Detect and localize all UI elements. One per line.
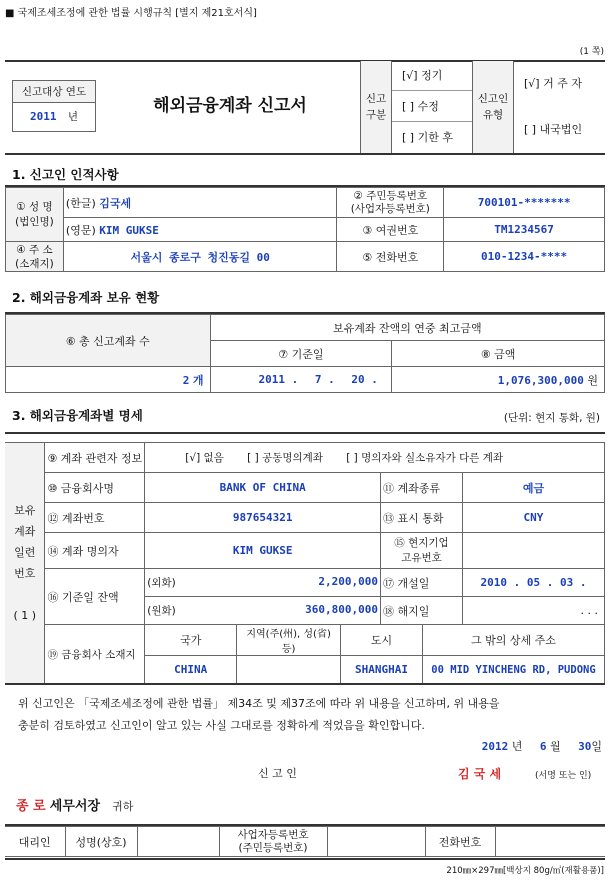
address-label: ④ 주 소 (소재지) bbox=[6, 242, 64, 272]
max-balance-label: 보유계좌 잔액의 연중 최고금액 bbox=[210, 315, 604, 341]
account-number-value[interactable]: 987654321 bbox=[145, 503, 381, 533]
bank-name-value[interactable]: BANK OF CHINA bbox=[145, 473, 381, 503]
target-year-unit: 년 bbox=[67, 111, 78, 123]
account-type-value[interactable]: 예금 bbox=[462, 473, 604, 503]
report-type-label: 신고 구분 bbox=[360, 61, 392, 153]
filer-label: 신 고 인 bbox=[258, 767, 297, 780]
total-accounts-label: ⑥ 총 신고계좌 수 bbox=[6, 315, 211, 367]
section3-title: 3. 해외금융계좌별 명세 bbox=[12, 408, 143, 423]
detail-address-value[interactable]: 00 MID YINCHENG RD, PUDONG bbox=[422, 656, 604, 684]
agent-name-value[interactable] bbox=[137, 827, 219, 857]
target-year-box bbox=[12, 80, 96, 132]
report-type-regular[interactable]: [√] 정기 bbox=[392, 61, 472, 91]
city-value[interactable]: SHANGHAI bbox=[341, 656, 423, 684]
city-label: 도시 bbox=[341, 625, 423, 656]
location-label: ⑲ 금융회사 소재지 bbox=[45, 625, 145, 684]
paper-spec: 210㎜×297㎜[백상지 80g/㎡(재활용품)] bbox=[446, 866, 604, 876]
relation-options bbox=[145, 443, 605, 473]
currency-value[interactable]: CNY bbox=[462, 503, 604, 533]
agent-bizno-label: 사업자등록번호 (주민등록번호) bbox=[219, 827, 327, 857]
holdings-table: ⑥ 총 신고계좌 수 보유계좌 잔액의 연중 최고금액 ⑦ 기준일 ⑧ 금액 2 개 2011 . 7 . 20 . 1,076,300,000 원 bbox=[5, 314, 605, 393]
local-id-label: ⑮ 현지기업 고유번호 bbox=[381, 533, 463, 569]
declaration-date[interactable]: 2012 년 6 월 30일 bbox=[481, 740, 602, 753]
name-label: ① 성 명 (법인명) bbox=[6, 188, 64, 242]
local-id-value[interactable] bbox=[462, 533, 604, 569]
tax-office-name[interactable]: 종 로 bbox=[16, 799, 46, 814]
name-english-value[interactable]: KIM GUKSE bbox=[99, 223, 159, 237]
relation-different-owner[interactable]: [ ] 명의자와 실소유자가 다른 계좌 bbox=[346, 452, 503, 464]
agent-bizno-value[interactable] bbox=[327, 827, 425, 857]
agent-name-label: 성명(상호) bbox=[65, 827, 137, 857]
balance-label: ⑯ 기준일 잔액 bbox=[45, 569, 145, 625]
open-date-label: ⑰ 개설일 bbox=[381, 569, 463, 597]
region-value[interactable] bbox=[237, 656, 341, 684]
filer-type-resident[interactable]: [√] 거 주 자 bbox=[524, 77, 582, 90]
rrn-value[interactable]: 700101-******* bbox=[444, 188, 605, 218]
declaration-line2: 충분히 검토하였고 신고인이 알고 있는 사실 그대로를 정확하게 적었음을 확인합니다. bbox=[18, 719, 425, 732]
passport-label: ③ 여권번호 bbox=[337, 218, 444, 242]
sign-note: (서명 또는 인) bbox=[535, 771, 592, 781]
address-value[interactable]: 서울시 종로구 청진동길 00 bbox=[63, 242, 336, 272]
account-holder-label: ⑭ 계좌 명의자 bbox=[45, 533, 145, 569]
page-label: (1 쪽) bbox=[579, 47, 604, 57]
form-title: 해외금융계좌 신고서 bbox=[153, 96, 307, 116]
phone-value[interactable]: 010-1234-**** bbox=[444, 242, 605, 272]
relation-joint[interactable]: [ ] 공동명의계좌 bbox=[247, 452, 323, 464]
close-date-label: ⑱ 해지일 bbox=[381, 597, 463, 625]
filer-name[interactable]: 김 국 세 bbox=[458, 767, 502, 781]
amount-label: ⑧ 금액 bbox=[392, 341, 605, 367]
account-number-label: ⑫ 계좌번호 bbox=[45, 503, 145, 533]
region-label: 지역(주(州), 성(省) 등) bbox=[237, 625, 341, 656]
relation-none[interactable]: [√] 없음 bbox=[185, 452, 224, 464]
agent-phone-value[interactable] bbox=[495, 827, 605, 857]
section2-title: 2. 해외금융계좌 보유 현황 bbox=[12, 290, 160, 305]
balance-won-value[interactable]: 360,800,000 bbox=[305, 603, 379, 616]
relation-label: ⑨ 계좌 관련자 정보 bbox=[45, 443, 145, 473]
target-year-label: 신고대상 연도 bbox=[13, 81, 95, 103]
country-value[interactable]: CHINA bbox=[145, 656, 237, 684]
agent-phone-label: 전화번호 bbox=[425, 827, 495, 857]
account-type-label: ⑪ 계좌종류 bbox=[381, 473, 463, 503]
base-date-value[interactable]: 2011 . 7 . 20 . bbox=[210, 367, 392, 393]
agent-label: 대리인 bbox=[5, 827, 65, 857]
form-reference: ■ 국제조세조정에 관한 법률 시행규칙 [별지 제21호서식] bbox=[5, 8, 257, 19]
bank-name-label: ⑩ 금융회사명 bbox=[45, 473, 145, 503]
filer-type-label: 신고인 유형 bbox=[472, 61, 514, 153]
phone-label: ⑤ 전화번호 bbox=[337, 242, 444, 272]
report-type-amended[interactable]: [ ] 수정 bbox=[392, 91, 472, 122]
filer-type-corporation[interactable]: [ ] 내국법인 bbox=[524, 123, 583, 136]
passport-value[interactable]: TM1234567 bbox=[444, 218, 605, 242]
open-date-value[interactable]: 2010 . 05 . 03 . bbox=[462, 569, 604, 597]
form-header bbox=[5, 61, 605, 153]
account-serial-label: 보유 계좌 일련 번호 ( 1 ) bbox=[5, 443, 45, 684]
section1-title: 1. 신고인 인적사항 bbox=[12, 167, 119, 182]
balance-foreign-value[interactable]: 2,200,000 bbox=[318, 575, 379, 588]
rrn-label: ② 주민등록번호 (사업자등록번호) bbox=[337, 188, 444, 218]
tax-office: 종 로 세무서장 귀하 bbox=[16, 799, 134, 814]
agent-table bbox=[5, 826, 605, 857]
detail-address-label: 그 밖의 상세 주소 bbox=[422, 625, 604, 656]
target-year-value[interactable]: 2011 bbox=[30, 110, 57, 123]
country-label: 국가 bbox=[145, 625, 237, 656]
unit-note: (단위: 현지 통화, 원) bbox=[503, 412, 600, 424]
base-date-label: ⑦ 기준일 bbox=[210, 341, 392, 367]
total-accounts-value[interactable]: 2 bbox=[182, 373, 190, 387]
currency-label: ⑬ 표시 통화 bbox=[381, 503, 463, 533]
account-holder-value[interactable]: KIM GUKSE bbox=[145, 533, 381, 569]
account-detail-table: 보유 계좌 일련 번호 ( 1 ) ⑨ 계좌 관련자 정보 [√] 없음 [ ] 공동명의계좌 [ ] 명의자와 실소유자가 다른 계좌 ⑩ 금융회사명 BANK OF CHINA ⑪ 계좌종류 예금 ⑫ 계좌번호 987654321 ⑬ 표시 통화 CNY ⑭ 계좌 명의자 KIM GUKSE ⑮ 현지기업 고유번호 ⑯ 기준일 잔액 (외화) 2,200,000 ⑰ 개설일 2010 . 05 . 03 . (원화) 360,800,000 ⑱ 해지일 . . . ⑲ 금융회사 소재지 국가 지역(주(州), 성(省) 등) 도시 그 밖의 상세 주소 CHINA SHANGHAI 00 MID YINCHENG RD, PUDONG bbox=[5, 442, 605, 684]
amount-value[interactable]: 1,076,300,000 bbox=[497, 373, 584, 387]
close-date-value[interactable]: . . . bbox=[462, 597, 604, 625]
name-korean-value[interactable]: 김국세 bbox=[99, 196, 132, 210]
report-type-late[interactable]: [ ] 기한 후 bbox=[402, 131, 453, 144]
filer-info-table: ① 성 명 (법인명) (한글) 김국세 ② 주민등록번호 (사업자등록번호) 700101-******* (영문) KIM GUKSE ③ 여권번호 TM1234567 ④ 주 소 (소재지) 서울시 종로구 청진동길 00 ⑤ 전화번호 010-1234-**** bbox=[5, 187, 605, 272]
declaration-line1: 위 신고인은 「국제조세조정에 관한 법률」 제34조 및 제37조에 따라 위 내용을 신고하며, 위 내용을 bbox=[18, 697, 500, 710]
